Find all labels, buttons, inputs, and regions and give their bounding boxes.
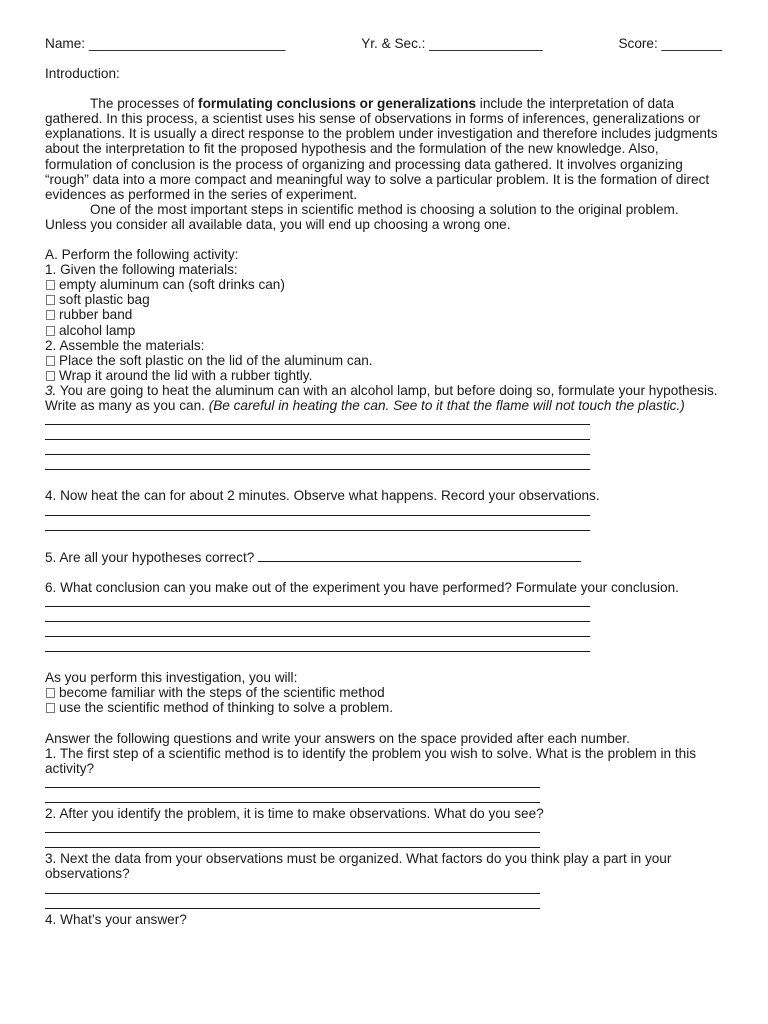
- introduction-paragraph: [45, 96, 728, 202]
- step-2-text: 2. Assemble the materials:: [45, 337, 205, 353]
- checkbox-icon: [46, 703, 55, 713]
- step-5-answer-blank[interactable]: [258, 549, 581, 562]
- name-field-label: Name: __________________________: [45, 36, 286, 51]
- answer-line[interactable]: [45, 776, 722, 791]
- assembly-item: [45, 368, 722, 383]
- answer-line[interactable]: [45, 821, 722, 836]
- material-label: empty aluminum can (soft drinks can): [59, 277, 285, 293]
- step-3-number: 3.: [45, 382, 57, 398]
- checkbox-icon: [46, 280, 55, 290]
- assembly-item: [45, 353, 722, 368]
- intro-body-text: include the interpretation of data gathered. In this process, a scientist uses his sense of observations in forms of inferences, generalizations or explanations. It is usually a direct response to the problem under investigation and therefore includes judgments about the interpretation to fit the proposed hypothesis and the formulation of the new knowledge. Also, formulation of conclusion is the process of organizing and processing data gathered. It involves organizing “rough” data into a more compact and meaningful way to solve a particular problem. It is the formation of direct evidences as performed in the series of experiment.: [45, 96, 718, 202]
- answer-line[interactable]: [45, 640, 722, 655]
- answer-line[interactable]: [45, 836, 722, 851]
- activity-heading: A. Perform the following activity:: [45, 247, 239, 263]
- material-label: soft plastic bag: [59, 292, 150, 308]
- step-5-text: 5. Are all your hypotheses correct?: [45, 549, 255, 565]
- question-1-text: 1. The first step of a scientific method is to identify the problem you wish to solve. What is the problem in this activity?: [45, 745, 697, 776]
- question-3-text: 3. Next the data from your observations must be organized. What factors do you think play a part in your observations?: [45, 851, 672, 882]
- worksheet-header: [45, 36, 722, 51]
- material-item: [45, 307, 722, 322]
- assembly-label: Wrap it around the lid with a rubber tightly.: [59, 367, 313, 383]
- material-label: rubber band: [59, 307, 133, 323]
- intro-bold-term: formulating conclusions or generalizations: [198, 96, 477, 112]
- objective-item: [45, 685, 722, 700]
- checkbox-icon: [46, 295, 55, 305]
- answer-line[interactable]: [45, 443, 722, 458]
- introduction-heading: Introduction:: [45, 66, 120, 82]
- assembly-label: Place the soft plastic on the lid of the aluminum can.: [59, 352, 373, 368]
- questions-heading: Answer the following questions and write your answers on the space provided after each number.: [45, 730, 630, 746]
- step-1-text: 1. Given the following materials:: [45, 262, 238, 278]
- checkbox-icon: [46, 688, 55, 698]
- checkbox-icon: [46, 356, 55, 366]
- answer-line[interactable]: [45, 897, 722, 912]
- scientific-method-paragraph: One of the most important steps in scientific method is choosing a solution to the original problem. Unless you consider all available data, you will end up choosing a wrong one.: [45, 201, 679, 232]
- checkbox-icon: [46, 310, 55, 320]
- answer-line[interactable]: [45, 595, 722, 610]
- answer-line[interactable]: [45, 458, 722, 473]
- score-field-label: Score: ________: [618, 36, 722, 51]
- step-3-caution: (Be careful in heating the can. See to it that the flame will not touch the plastic.): [208, 397, 685, 413]
- material-label: alcohol lamp: [59, 322, 136, 338]
- answer-line[interactable]: [45, 610, 722, 625]
- question-4-text: 4. What’s your answer?: [45, 911, 187, 927]
- material-item: [45, 323, 722, 338]
- material-item: [45, 277, 722, 292]
- objective-item: [45, 700, 722, 715]
- checkbox-icon: [46, 326, 55, 336]
- answer-line[interactable]: [45, 791, 722, 806]
- answer-line[interactable]: [45, 882, 722, 897]
- question-2-text: 2. After you identify the problem, it is time to make observations. What do you see?: [45, 806, 544, 822]
- yr-sec-field-label: Yr. & Sec.: _______________: [361, 36, 543, 51]
- answer-line[interactable]: [45, 428, 722, 443]
- objective-label: use the scientific method of thinking to solve a problem.: [59, 700, 393, 716]
- answer-line[interactable]: [45, 413, 722, 428]
- material-item: [45, 292, 722, 307]
- perform-heading: As you perform this investigation, you will:: [45, 670, 298, 686]
- answer-line[interactable]: [45, 625, 722, 640]
- step-6-text: 6. What conclusion can you make out of the experiment you have performed? Formulate your conclusion.: [45, 579, 679, 595]
- step-5-row: [45, 549, 722, 565]
- objective-label: become familiar with the steps of the scientific method: [59, 685, 385, 701]
- answer-line[interactable]: [45, 519, 722, 534]
- intro-lead-text: The processes of: [90, 96, 199, 112]
- step-3-instructions: You are going to heat the aluminum can with an alcohol lamp, but before doing so, formulate your hypothesis. Write as many as you can.: [45, 382, 718, 413]
- step-3-text: [45, 383, 728, 413]
- step-4-text: 4. Now heat the can for about 2 minutes. Observe what happens. Record your observations.: [45, 488, 600, 504]
- checkbox-icon: [46, 371, 55, 381]
- answer-line[interactable]: [45, 504, 722, 519]
